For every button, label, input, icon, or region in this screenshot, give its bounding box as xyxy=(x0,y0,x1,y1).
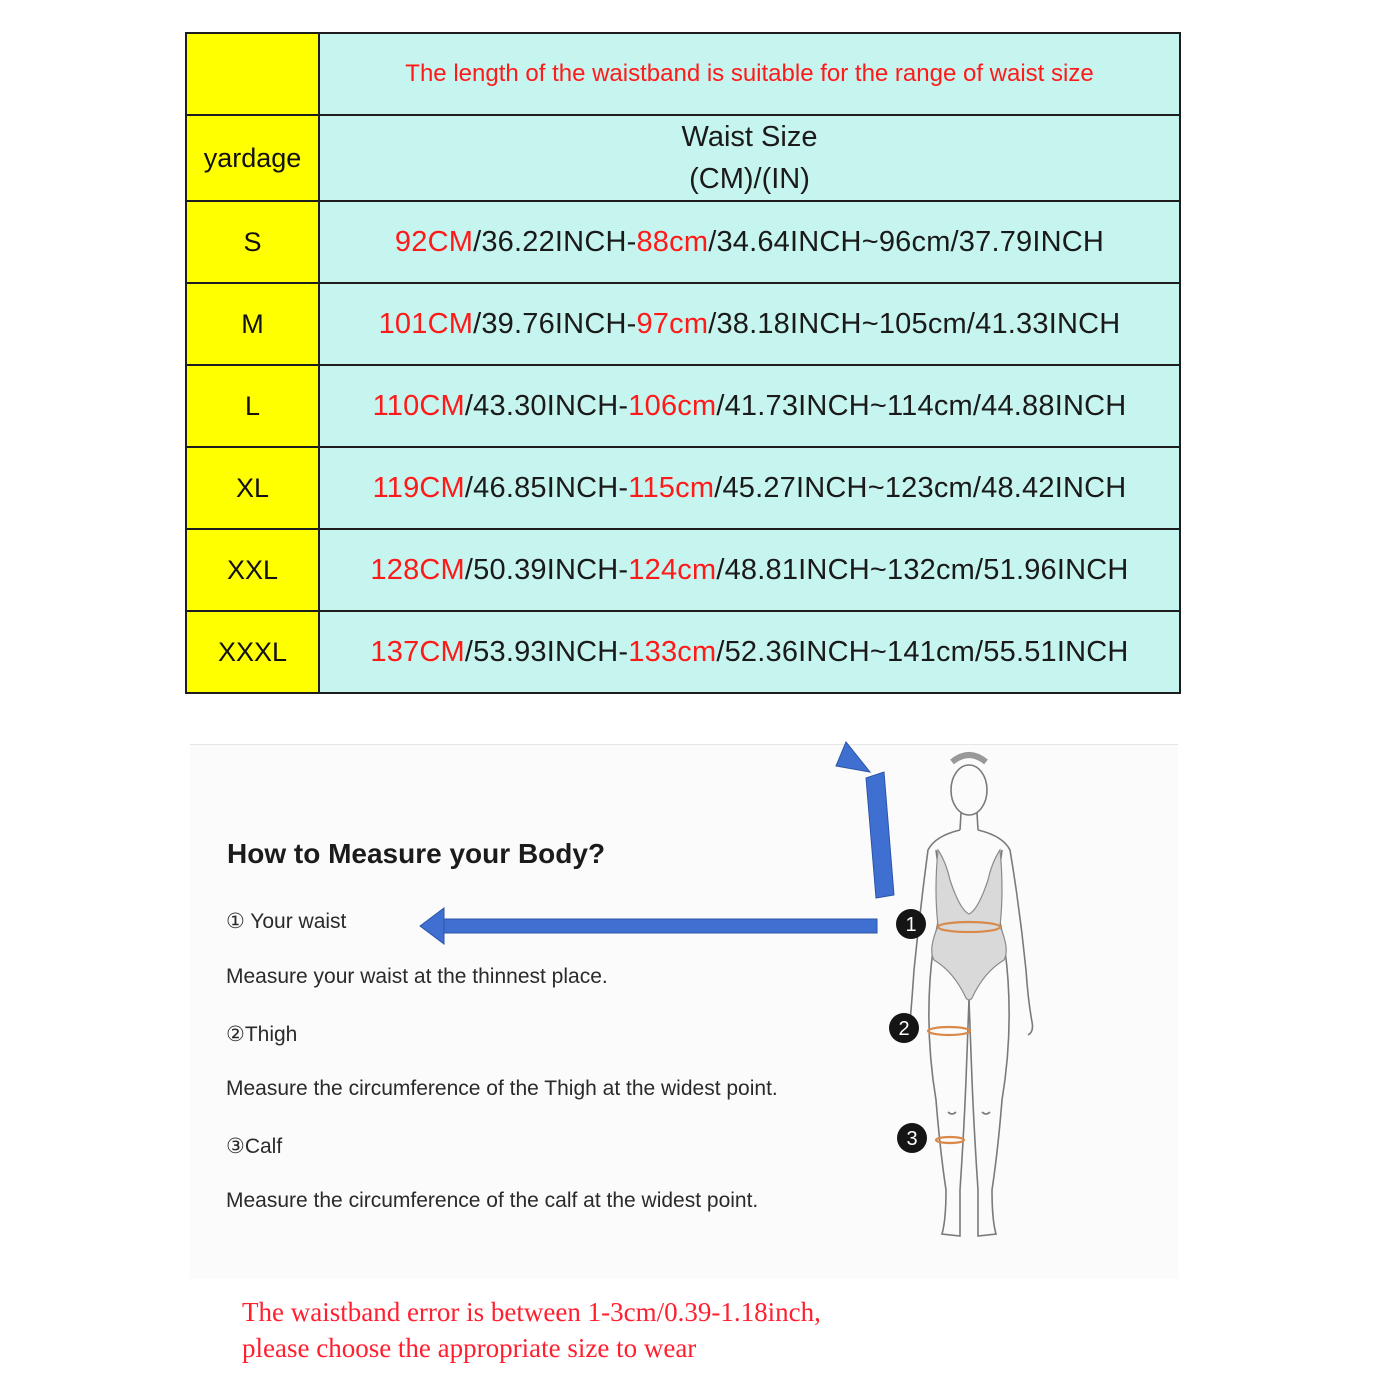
waistband-inch: /43.30INCH- xyxy=(464,389,629,422)
svg-text:2: 2 xyxy=(898,1018,910,1040)
waist-step-label: ① Your waist xyxy=(226,910,347,933)
waistband-cm: 137CM xyxy=(370,635,465,668)
marker-1-icon xyxy=(896,909,926,939)
calf-step-label: ③Calf xyxy=(226,1135,283,1158)
waistband-inch: /36.22INCH- xyxy=(473,225,637,258)
error-note-line-2: please choose the appropriate size to wear xyxy=(242,1333,697,1363)
svg-text:1: 1 xyxy=(905,914,917,936)
left-arrow-icon xyxy=(420,908,877,944)
size-label: L xyxy=(186,365,319,447)
waist-min-cm: 106cm xyxy=(628,389,717,422)
waist-min-cm: 133cm xyxy=(628,635,717,668)
marker-2-icon xyxy=(889,1013,919,1043)
waist-range-rest: /52.36INCH~141cm/55.51INCH xyxy=(716,635,1129,668)
waistband-cm: 110CM xyxy=(372,389,465,422)
waist-min-cm: 97cm xyxy=(636,307,709,340)
waist-range-rest: /48.81INCH~132cm/51.96INCH xyxy=(716,553,1129,586)
marker-3-icon xyxy=(897,1123,927,1153)
size-column-header: yardage xyxy=(186,115,319,201)
thigh-band-icon xyxy=(928,1027,970,1035)
waist-range-rest: /45.27INCH~123cm/48.42INCH xyxy=(714,471,1127,504)
error-note-line-1: The waistband error is between 1-3cm/0.39-1.18inch, xyxy=(242,1297,821,1327)
thigh-step-label: ②Thigh xyxy=(226,1023,298,1046)
waist-range-rest: /38.18INCH~105cm/41.33INCH xyxy=(708,307,1121,340)
waist-min-cm: 124cm xyxy=(628,553,717,586)
size-label: XL xyxy=(186,447,319,529)
waistband-cm: 128CM xyxy=(370,553,465,586)
waist-header-units: (CM)/(IN) xyxy=(689,163,810,196)
thigh-step-desc: Measure the circumference of the Thigh at the widest point. xyxy=(226,1077,778,1100)
waistband-cm: 119CM xyxy=(372,471,465,504)
waist-header-title: Waist Size xyxy=(681,121,818,153)
waistband-error-note xyxy=(242,1294,821,1366)
measure-title: How to Measure your Body? xyxy=(227,838,606,869)
waist-min-cm: 115cm xyxy=(628,471,715,504)
waistband-inch: /39.76INCH- xyxy=(473,307,637,340)
size-label: S xyxy=(186,201,319,283)
svg-text:3: 3 xyxy=(906,1128,918,1150)
waistband-inch: /53.93INCH- xyxy=(464,635,629,668)
waistband-cm: 101CM xyxy=(378,307,474,340)
size-label: XXL xyxy=(186,529,319,611)
body-figure xyxy=(880,750,1060,1250)
waistband-cm: 92CM xyxy=(394,225,474,258)
size-label: M xyxy=(186,283,319,365)
waist-step-desc: Measure your waist at the thinnest place. xyxy=(226,965,608,988)
waist-range-rest: /41.73INCH~114cm/44.88INCH xyxy=(716,389,1127,422)
waistband-inch: /50.39INCH- xyxy=(464,553,629,586)
calf-step-desc: Measure the circumference of the calf at the widest point. xyxy=(226,1189,759,1212)
waistband-inch: /46.85INCH- xyxy=(464,471,629,504)
waist-range-rest: /34.64INCH~96cm/37.79INCH xyxy=(708,225,1105,258)
waistband-note: The length of the waistband is suitable for the range of waist size xyxy=(319,33,1180,115)
size-label: XXXL xyxy=(186,611,319,693)
waist-min-cm: 88cm xyxy=(636,225,709,258)
